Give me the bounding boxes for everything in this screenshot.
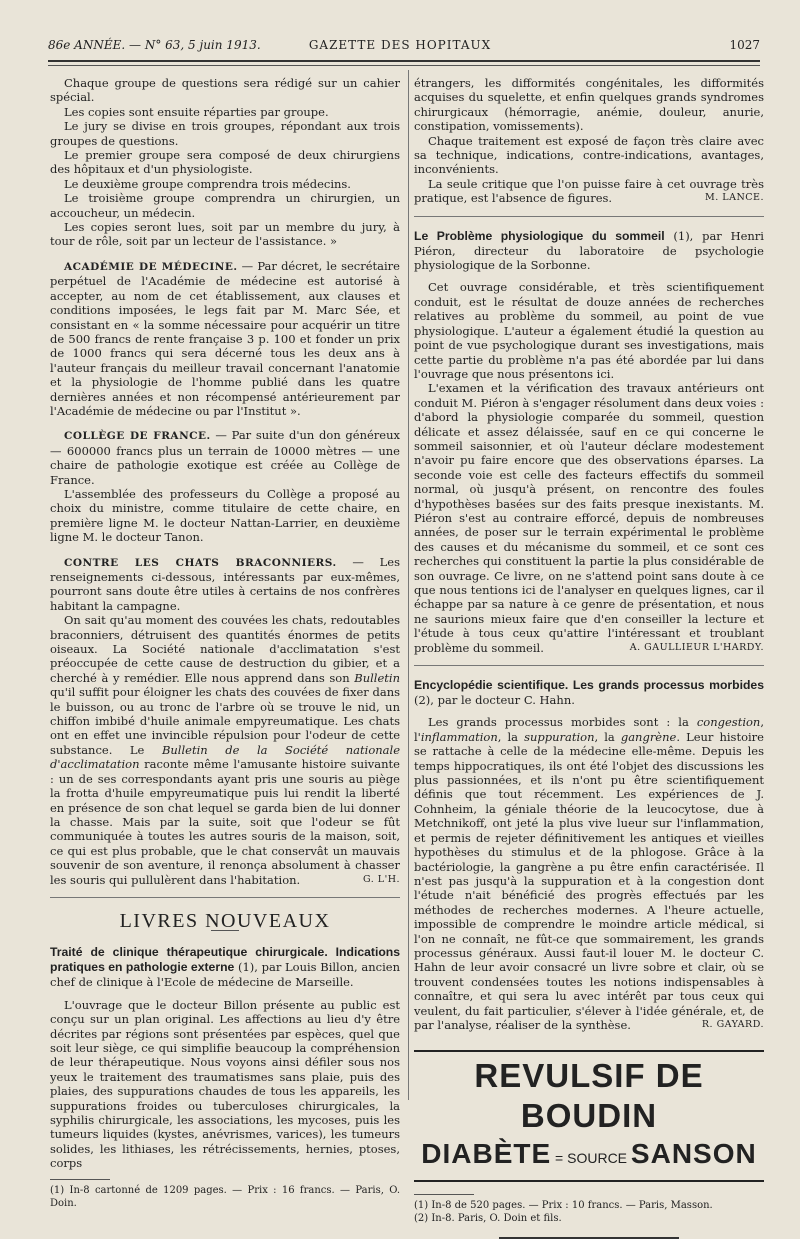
text-run: raconte même l'amusante histoire suivante : un de ses correspondants ayant pris une souris au piège la frotta d'huile empyreumatique puis lui rendit la liberté en présence de son chat lequel se garda bien de lui donner la chasse. Mais par la suite, soit que l'odeur se fût communiquée à toutes les autres souris de la maison, soit, ce qui est plus probable, que le chat conservât un mauvais souvenir de son aventure, il renonça absolument à chasser les souris qui pullulèrent dans l'habitation. (50, 757, 400, 887)
italic-run: Bulletin de la Société nationale d'acclimatation (50, 742, 400, 772)
book-review-text: L'ouvrage que le docteur Billon présente au public est conçu sur un plan original. Les affections au lieu d'y être décrites par régions sont présentées par espèces, quel que soit leur siège, ce qui simplifie beaucoup la compréhension de leur thérapeutique. Nous voyons ainsi défiler sous nos yeux le traitement des traumatismes sans plaie, puis des plaies, des suppurations chaudes de tous les appareils, les suppurations froides ou tuberculoses chirurgicales, la syphilis chirurgicale, les associations, les mycoses, puis les tumeurs liquides (kystes, anévrismes, varices), les tumeurs solides, les lithiases, les rétrécissements, hernies, ptoses, corps (50, 997, 400, 1171)
book-entry-hahn (414, 678, 764, 707)
footnote-mark: (2), (414, 693, 438, 708)
news-heading: COLLÈGE DE FRANCE. (64, 430, 211, 443)
footnote: (1) In-8 cartonné de 1209 pages. — Prix : 16 francs. — Paris, O. Doin. (50, 1184, 400, 1209)
advertisement (414, 1046, 764, 1186)
book-entry-billon (50, 945, 400, 989)
news-text: — Par suite d'un don généreux — 600000 francs plus un terrain de 10000 mètres — une chaire de pathologie exotique est créée au Collège de France. (50, 428, 400, 487)
issue-info: 86e ANNÉE. — N° 63, 5 juin 1913. (48, 38, 261, 52)
paragraph: Les copies seront lues, soit par un membre du jury, à tour de rôle, soit par un lecteur de l'assistance. » (50, 220, 400, 249)
italic-run: gangrène (620, 729, 677, 744)
text-run: , la (594, 729, 621, 744)
news-text: — Les renseignements ci-dessous, intéressants par eux-mêmes, pourront sans doute être utiles à certains de nos confrères habitant la campagne. (50, 554, 401, 613)
ad-text: DIABÈTE (421, 1138, 552, 1170)
footnote: (1) In-8 de 520 pages. — Prix : 10 francs. — Paris, Masson. (414, 1200, 713, 1212)
paragraph: L'assemblée des professeurs du Collège a proposé au choix du ministre, comme titulaire de cette chaire, en première ligne M. le docteur Nattan-Larrier, en deuxième ligne M. le docteur Tanon. (50, 486, 400, 545)
paragraph: Les copies sont ensuite réparties par groupe. (64, 104, 329, 119)
ad-revulsif: REVULSIF DE BOUDIN (414, 1050, 764, 1136)
text-run: , la (497, 729, 525, 744)
review-end (414, 177, 764, 206)
ad-text: = SOURCE (551, 1150, 631, 1167)
author-signature: G. L'H. (362, 873, 400, 885)
text-run: qu'il suffit pour éloigner les chats des couvées de fixer dans le buisson, ou au tronc de l'arbre où se trouve le nid, un chiffon imbibé d'huile animale empyreumatique. Les chats ont en effet une invincible répulsion pour l'odeur de cette substance. Le (50, 685, 400, 757)
italic-run: congestion (696, 715, 761, 730)
text-run: Les grands processus morbides sont : la (428, 715, 697, 730)
running-header (0, 38, 800, 54)
book-title: Le Problème physiologique du sommeil (414, 228, 665, 243)
text-run: . Leur histoire se rattache à celle de la médecine elle-même. Depuis les temps hippocratiques, ils ont été l'objet des discussions les plus passionnées, et ils n'ont pu être scientifiquement définis que tout récemment. Les expériences de J. Cohnheim, la géniale théorie de la leucocytose, due à Metchnikoff, ont jeté la plus vive lueur sur l'inflammation, et permis de rejeter définitivement les antiques et vieilles hypothèses du stimulus et de la phlogose. Grâce à la bactériologie, la gangrène a pu être enfin caractérisée. Il n'est pas jusqu'à la suppuration et à la congestion dont l'étude n'ait bénéficié des progrès effectués par les méthodes de recherches modernes. A l'heure actuelle, impossible de comprendre le moindre article médical, si l'on ne connaît, ne fût-ce que sommairement, les grands processus généraux. Aussi faut-il louer M. le docteur C. Hahn de leur avoir consacré un livre sobre et clair, où se trouvent condensées toutes les notions indispensables à connaître, et qui sera lu avec intérêt par tous ceux qui veulent, du fait particulier, s'élever à l'idée générale, et, de par l'analyse, réaliser de la synthèse. (414, 729, 764, 1032)
footnote-rule (50, 1179, 110, 1180)
paragraph (414, 381, 764, 655)
footnote-mark: (1), (234, 960, 262, 975)
separator (50, 897, 400, 898)
paragraph: Cet ouvrage considérable, et très scientifiquement conduit, est le résultat de douze années de recherches relatives au problème du sommeil, au point de vue physiologique. L'auteur a également étudié la question au point de vue psychologique durant ses investigations, mais cette partie du problème n'a pas été abordée par lui dans l'ouvrage que nous présentons ici. (414, 280, 764, 381)
left-column (50, 76, 400, 1210)
header-rule (48, 60, 760, 66)
paragraph: Le deuxième groupe comprendra trois médecins. (64, 176, 351, 191)
book-byline: par le docteur C. Hahn. (437, 693, 575, 708)
book-title: Traité de clinique thérapeutique chirurgicale. Indications pratiques en pathologie externe (50, 945, 400, 975)
right-column (414, 76, 764, 1239)
news-item-college (50, 428, 400, 487)
italic-run: inflammation (420, 729, 498, 744)
news-heading: ACADÉMIE DE MÉDECINE. (64, 260, 238, 273)
journal-title: GAZETTE DES HOPITAUX (308, 38, 492, 52)
news-item-chats (50, 555, 400, 614)
page-number: 1027 (729, 38, 760, 52)
ad-text: SANSON (630, 1138, 757, 1170)
paragraph: Chaque groupe de questions sera rédigé sur un cahier spécial. (50, 76, 400, 105)
news-item-academie (50, 259, 400, 418)
separator (414, 216, 764, 217)
review-body (414, 715, 764, 1032)
footnote-rule (414, 1194, 474, 1195)
chats-story (50, 613, 400, 887)
italic-run: Bulletin (354, 670, 400, 685)
text-run: On sait qu'au moment des couvées les chats, redoutables braconniers, détruisent des quantités énormes de petits oiseaux. La Société nationale d'acclimatation s'est préoccupée de cette cause de destruction du gibier, et a cherché à y remédier. Elle nous apprend dans son (50, 613, 400, 685)
separator (414, 665, 764, 666)
paragraph (414, 715, 764, 1032)
footnote-mark: (1), (664, 228, 703, 243)
text-run: L'examen et la vérification des travaux antérieurs ont conduit M. Piéron à s'engager résolument dans deux voies : d'abord la physiologie comparée du sommeil, question délicate et assez délaissée, sauf en ce qui concerne le sommeil saisonnier, et où l'auteur déclare modestement n'avoir pu faire encore que des observations éparses. La seconde voie est celle des facteurs effectifs du sommeil normal, où jusqu'à présent, on rencontre des foules d'hypothèses basées sur des faits presque inexistants. M. Piéron s'est au contraire efforcé, depuis de nombreuses années, de poser sur le terrain expérimental le problème des causes et du mécanisme du sommeil, et ce sont ces recherches qui constituent la partie la plus considérable de son ouvrage. Ce livre, on ne s'attend point sans doute à ce que nous tentions ici de l'analyser en quelques lignes, car il échappe par sa nature à ce genre de présentation, et nous ne saurions mieux faire que d'en conseiller la lecture et l'étude à tous ceux qu'attire l'intéressant et troublant problème du sommeil. (414, 381, 764, 655)
paragraph: Le premier groupe sera composé de deux chirurgiens des hôpitaux et d'un physiologiste. (50, 148, 400, 177)
paragraph (414, 177, 764, 206)
column-divider (408, 70, 409, 1100)
paragraph: étrangers, les difformités congénitales, les difformités acquises du squelette, et enfin quelques grands syndromes chirurgicaux (hémorragie, anémie, douleur, anurie, constipation, vomissements). (414, 76, 764, 134)
paragraph: Le jury se divise en trois groupes, répondant aux trois groupes de questions. (50, 119, 400, 148)
author-signature: R. GAYARD. (701, 1018, 764, 1030)
text-run: La seule critique que l'on puisse faire à cet ouvrage très pratique, est l'absence de figures. (414, 176, 764, 206)
paragraph: Chaque traitement est exposé de façon très claire avec sa technique, indications, contre-indications, avantages, inconvénients. (414, 133, 764, 177)
review-body (414, 381, 764, 655)
news-text: — Par décret, le secrétaire perpétuel de l'Académie de médecine est autorisé à accepter, au nom de cet établissement, aux clauses et conditions imposées, le legs fait par M. Marc Sée, et consistant en « la somme nécessaire pour acquérir un titre de 500 francs de rente française 3 p. 100 et fonder un prix de 1000 francs qui sera décerné tous les deux ans à l'auteur français du meilleur travail concernant l'anatomie et la physiologie de l'homme publié dans les quatre dernières années et non récompensé antérieurement par l'Académie de médecine ou par l'Institut ». (50, 258, 400, 418)
paragraph: Le troisième groupe comprendra un chirurgien, un accoucheur, un médecin. (50, 191, 400, 220)
footnote: (2) In-8. Paris, O. Doin et fils. (414, 1213, 562, 1225)
text-run: , l' (414, 715, 764, 744)
book-title: Encyclopédie scientifique. Les grands processus morbides (414, 678, 764, 693)
author-signature: A. GAULLIEUR L'HARDY. (629, 641, 764, 653)
book-byline: par Louis Billon, ancien chef de clinique à l'Ecole de médecine de Marseille. (50, 960, 400, 990)
book-byline: par Henri Piéron, directeur du laboratoire de psychologie physiologique de la Sorbonne. (414, 228, 764, 273)
paragraph (50, 613, 400, 887)
section-title: LIVRES NOUVEAUX (119, 909, 331, 932)
news-heading: CONTRE LES CHATS BRACONNIERS. (64, 556, 337, 569)
italic-run: suppuration (524, 729, 595, 744)
ad-diabete (414, 1136, 764, 1182)
author-signature: M. LANCE. (705, 192, 764, 204)
book-entry-pieron (414, 229, 764, 273)
